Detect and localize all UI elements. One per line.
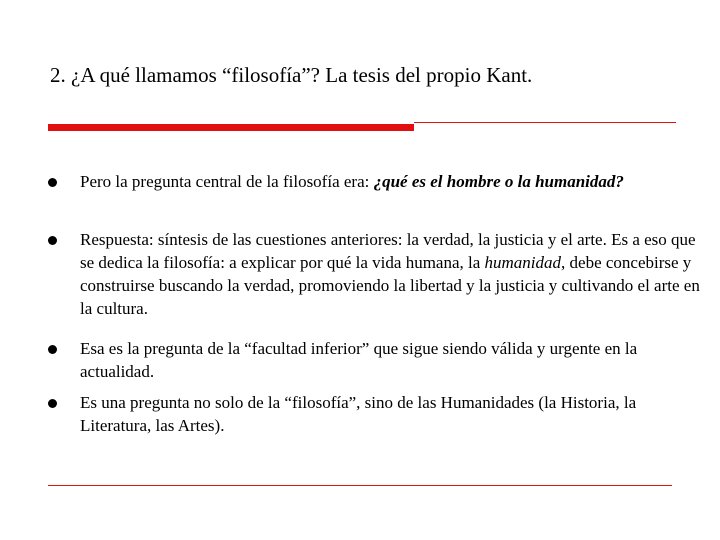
bullet-text (80, 170, 700, 193)
bullet-text-after: , debe concebirse y construirse buscando la verdad, promoviendo la libertad y la justicia y cultivando el arte en la cultura. (80, 253, 700, 318)
bullet-text-emphasis: humanidad (484, 253, 562, 272)
bullet-dot-icon (48, 345, 57, 354)
footer-rule (48, 485, 672, 486)
bullet-text-before: Respuesta: síntesis de las cuestiones anteriores: la verdad, la justicia y el arte. Es a eso que se dedica la filosofía: a explicar por qué la vida humana, la (80, 230, 696, 272)
slide-title-number: 2. (50, 63, 66, 87)
bullet-text-emphasis: ¿qué es el hombre o la humanidad? (373, 172, 624, 191)
bullet-text: Es una pregunta no solo de la “filosofía”, sino de las Humanidades (la Historia, la Literatura, las Artes). (80, 393, 637, 435)
bullet-dot-icon (48, 178, 57, 187)
bullet-text (80, 228, 700, 320)
bullet-dot-icon (48, 236, 57, 245)
title-underline-thick (48, 124, 414, 131)
slide-title-text: ¿A qué llamamos “filosofía”? La tesis del propio Kant. (71, 63, 533, 87)
bullet-text: Esa es la pregunta de la “facultad inferior” que sigue siendo válida y urgente en la actualidad. (80, 339, 638, 381)
slide-title (50, 62, 690, 88)
bullet-text-plain: Pero la pregunta central de la filosofía era: (80, 172, 374, 191)
bullet-dot-icon (48, 399, 57, 408)
title-underline-thin (414, 122, 676, 123)
